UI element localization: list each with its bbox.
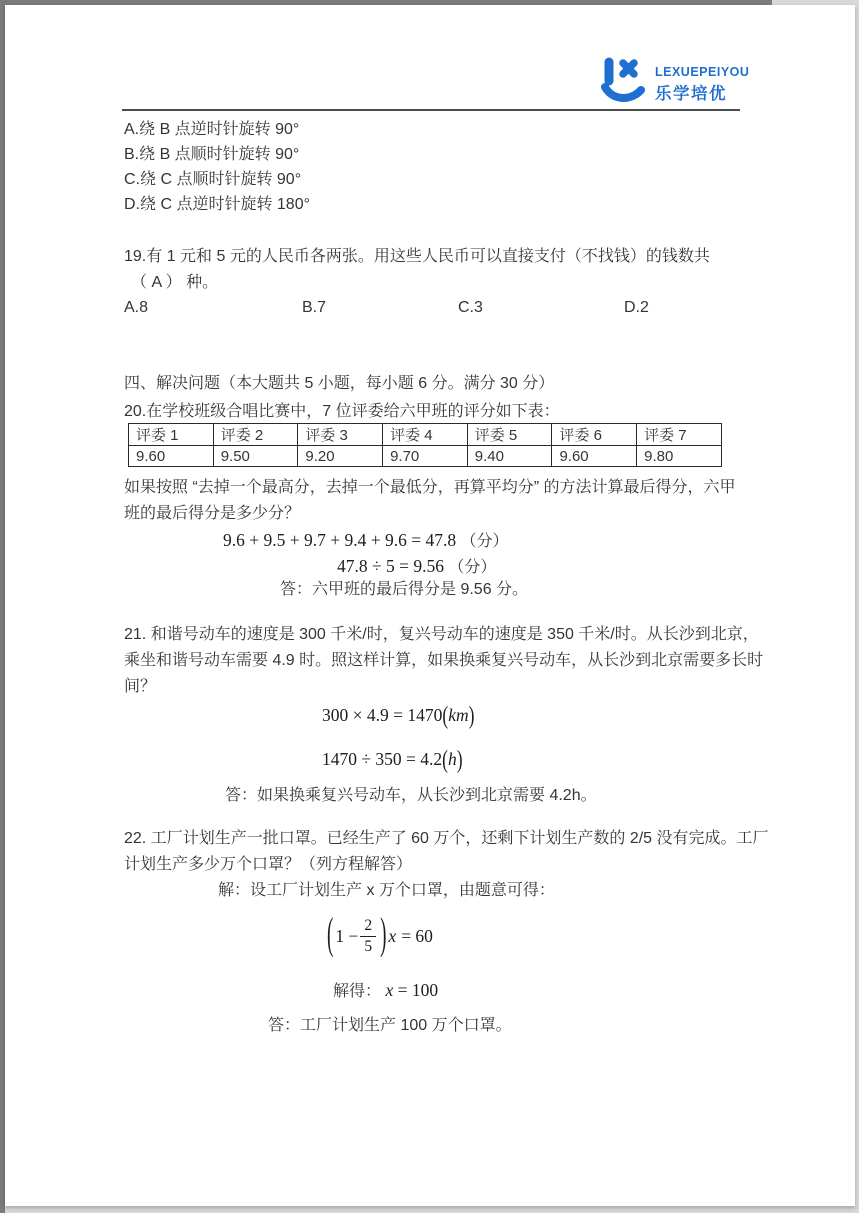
- q22-answer: 答：工厂计划生产 100 万个口罩。: [268, 1017, 512, 1034]
- logo: [600, 57, 646, 105]
- q20-question-line2: 班的最后得分是多少分？: [124, 505, 301, 522]
- open-paren: (: [327, 910, 334, 960]
- q22-text-line1: 22. 工厂计划生产一批口罩。已经生产了 60 万个，还剩下计划生产数的 2/5 没有完成。工厂: [124, 830, 769, 847]
- table-header-cell: 评委 7: [637, 424, 722, 446]
- fraction-denominator: 5: [364, 937, 373, 955]
- q19-option-c: C.3: [458, 299, 483, 316]
- table-score-cell: 9.50: [213, 446, 298, 467]
- table-header-cell: 评委 4: [383, 424, 468, 446]
- q18-option-a: A.绕 B 点逆时针旋转 90°: [124, 121, 300, 138]
- table-header-cell: 评委 2: [213, 424, 298, 446]
- header-rule: [122, 109, 740, 111]
- table-score-row: [129, 446, 722, 467]
- table-header-cell: 评委 5: [467, 424, 552, 446]
- q21-answer: 答：如果换乘复兴号动车，从长沙到北京需要 4.2h。: [225, 787, 597, 804]
- table-score-cell: 9.70: [383, 446, 468, 467]
- open-paren: (: [442, 744, 448, 774]
- q20-intro: 20.在学校班级合唱比赛中，7 位评委给六甲班的评分如下表：: [124, 403, 560, 420]
- table-score-cell: 9.60: [129, 446, 214, 467]
- q19-option-d: D.2: [624, 299, 649, 316]
- q20-calc-2: [337, 554, 496, 577]
- table-score-cell: 9.20: [298, 446, 383, 467]
- table-header-cell: 评委 1: [129, 424, 214, 446]
- q22-equation: [325, 910, 433, 960]
- close-paren: ): [456, 744, 463, 774]
- table-header-cell: 评委 6: [552, 424, 637, 446]
- table-header-row: [129, 424, 722, 446]
- q22-solve-line: [333, 980, 438, 1001]
- q21-calc-1-unit: km: [448, 705, 469, 725]
- q21-calc-1: [322, 700, 475, 730]
- logo-text-en: LEXUEPEIYOU: [655, 65, 750, 79]
- q20-calc-1-expression: 9.6 + 9.5 + 9.7 + 9.4 + 9.6 = 47.8: [223, 530, 457, 550]
- logo-text-zh: 乐学培优: [655, 85, 727, 103]
- q22-equation-rhs: = 60: [401, 925, 433, 946]
- q19-option-a: A.8: [124, 299, 149, 316]
- q21-calc-2-expression: 1470 ÷ 350 = 4.2: [322, 749, 443, 769]
- q22-solve-variable: x: [385, 980, 394, 1000]
- q19-option-b: B.7: [302, 299, 327, 316]
- q18-option-d: D.绕 C 点逆时针旋转 180°: [124, 196, 310, 213]
- lexue-smiley-x-icon: [600, 57, 646, 105]
- table-score-cell: 9.80: [637, 446, 722, 467]
- q20-question-line1: 如果按照 “去掉一个最高分，去掉一个最低分，再算平均分” 的方法计算最后得分，六甲: [124, 479, 736, 496]
- section-4-heading: 四、解决问题（本大题共 5 小题，每小题 6 分。满分 30 分）: [124, 375, 555, 392]
- q18-option-c: C.绕 C 点顺时针旋转 90°: [124, 171, 302, 188]
- close-paren: ): [468, 700, 475, 730]
- logo-wordmark: [655, 65, 749, 104]
- close-paren: ): [380, 910, 387, 960]
- q21-text-line3: 间？: [124, 678, 157, 695]
- q20-calc-2-unit: （分）: [448, 559, 497, 576]
- q18-option-b: B.绕 B 点顺时针旋转 90°: [124, 146, 300, 163]
- q22-solve-rhs: = 100: [397, 980, 439, 1000]
- q21-calc-2: [322, 744, 463, 774]
- q21-calc-1-expression: 300 × 4.9 = 1470: [322, 705, 443, 725]
- q21-text-line1: 21. 和谐号动车的速度是 300 千米/时，复兴号动车的速度是 350 千米/时。从长沙到北京，: [124, 626, 759, 643]
- q22-equation-variable: x: [388, 925, 397, 946]
- q20-answer: 答：六甲班的最后得分是 9.56 分。: [280, 581, 529, 598]
- open-paren: (: [442, 700, 449, 730]
- q22-equation-one-minus: 1 −: [335, 925, 359, 946]
- table-header-cell: 评委 3: [298, 424, 383, 446]
- q22-text-line2: 计划生产多少万个口罩？（列方程解答）: [124, 856, 413, 873]
- q20-calc-1-unit: （分）: [460, 533, 509, 550]
- q20-score-table: [128, 423, 722, 467]
- exam-page: [5, 5, 855, 1206]
- fraction: [360, 917, 376, 956]
- table-score-cell: 9.40: [467, 446, 552, 467]
- q19-text-line2: （ A ） 种。: [131, 274, 219, 291]
- table-score-cell: 9.60: [552, 446, 637, 467]
- q22-solution-setup: 解：设工厂计划生产 x 万个口罩，由题意可得：: [218, 882, 555, 899]
- q20-calc-2-expression: 47.8 ÷ 5 = 9.56: [337, 556, 444, 576]
- q19-text-line1: 19.有 1 元和 5 元的人民币各两张。用这些人民币可以直接支付（不找钱）的钱数共: [124, 248, 710, 265]
- fraction-numerator: 2: [360, 917, 376, 937]
- q21-calc-2-unit: h: [447, 749, 457, 769]
- q20-calc-1: [223, 528, 509, 551]
- q22-solve-label: 解得：: [333, 983, 382, 1000]
- q21-text-line2: 乘坐和谐号动车需要 4.9 时。照这样计算，如果换乘复兴号动车，从长沙到北京需要多长时: [124, 652, 764, 669]
